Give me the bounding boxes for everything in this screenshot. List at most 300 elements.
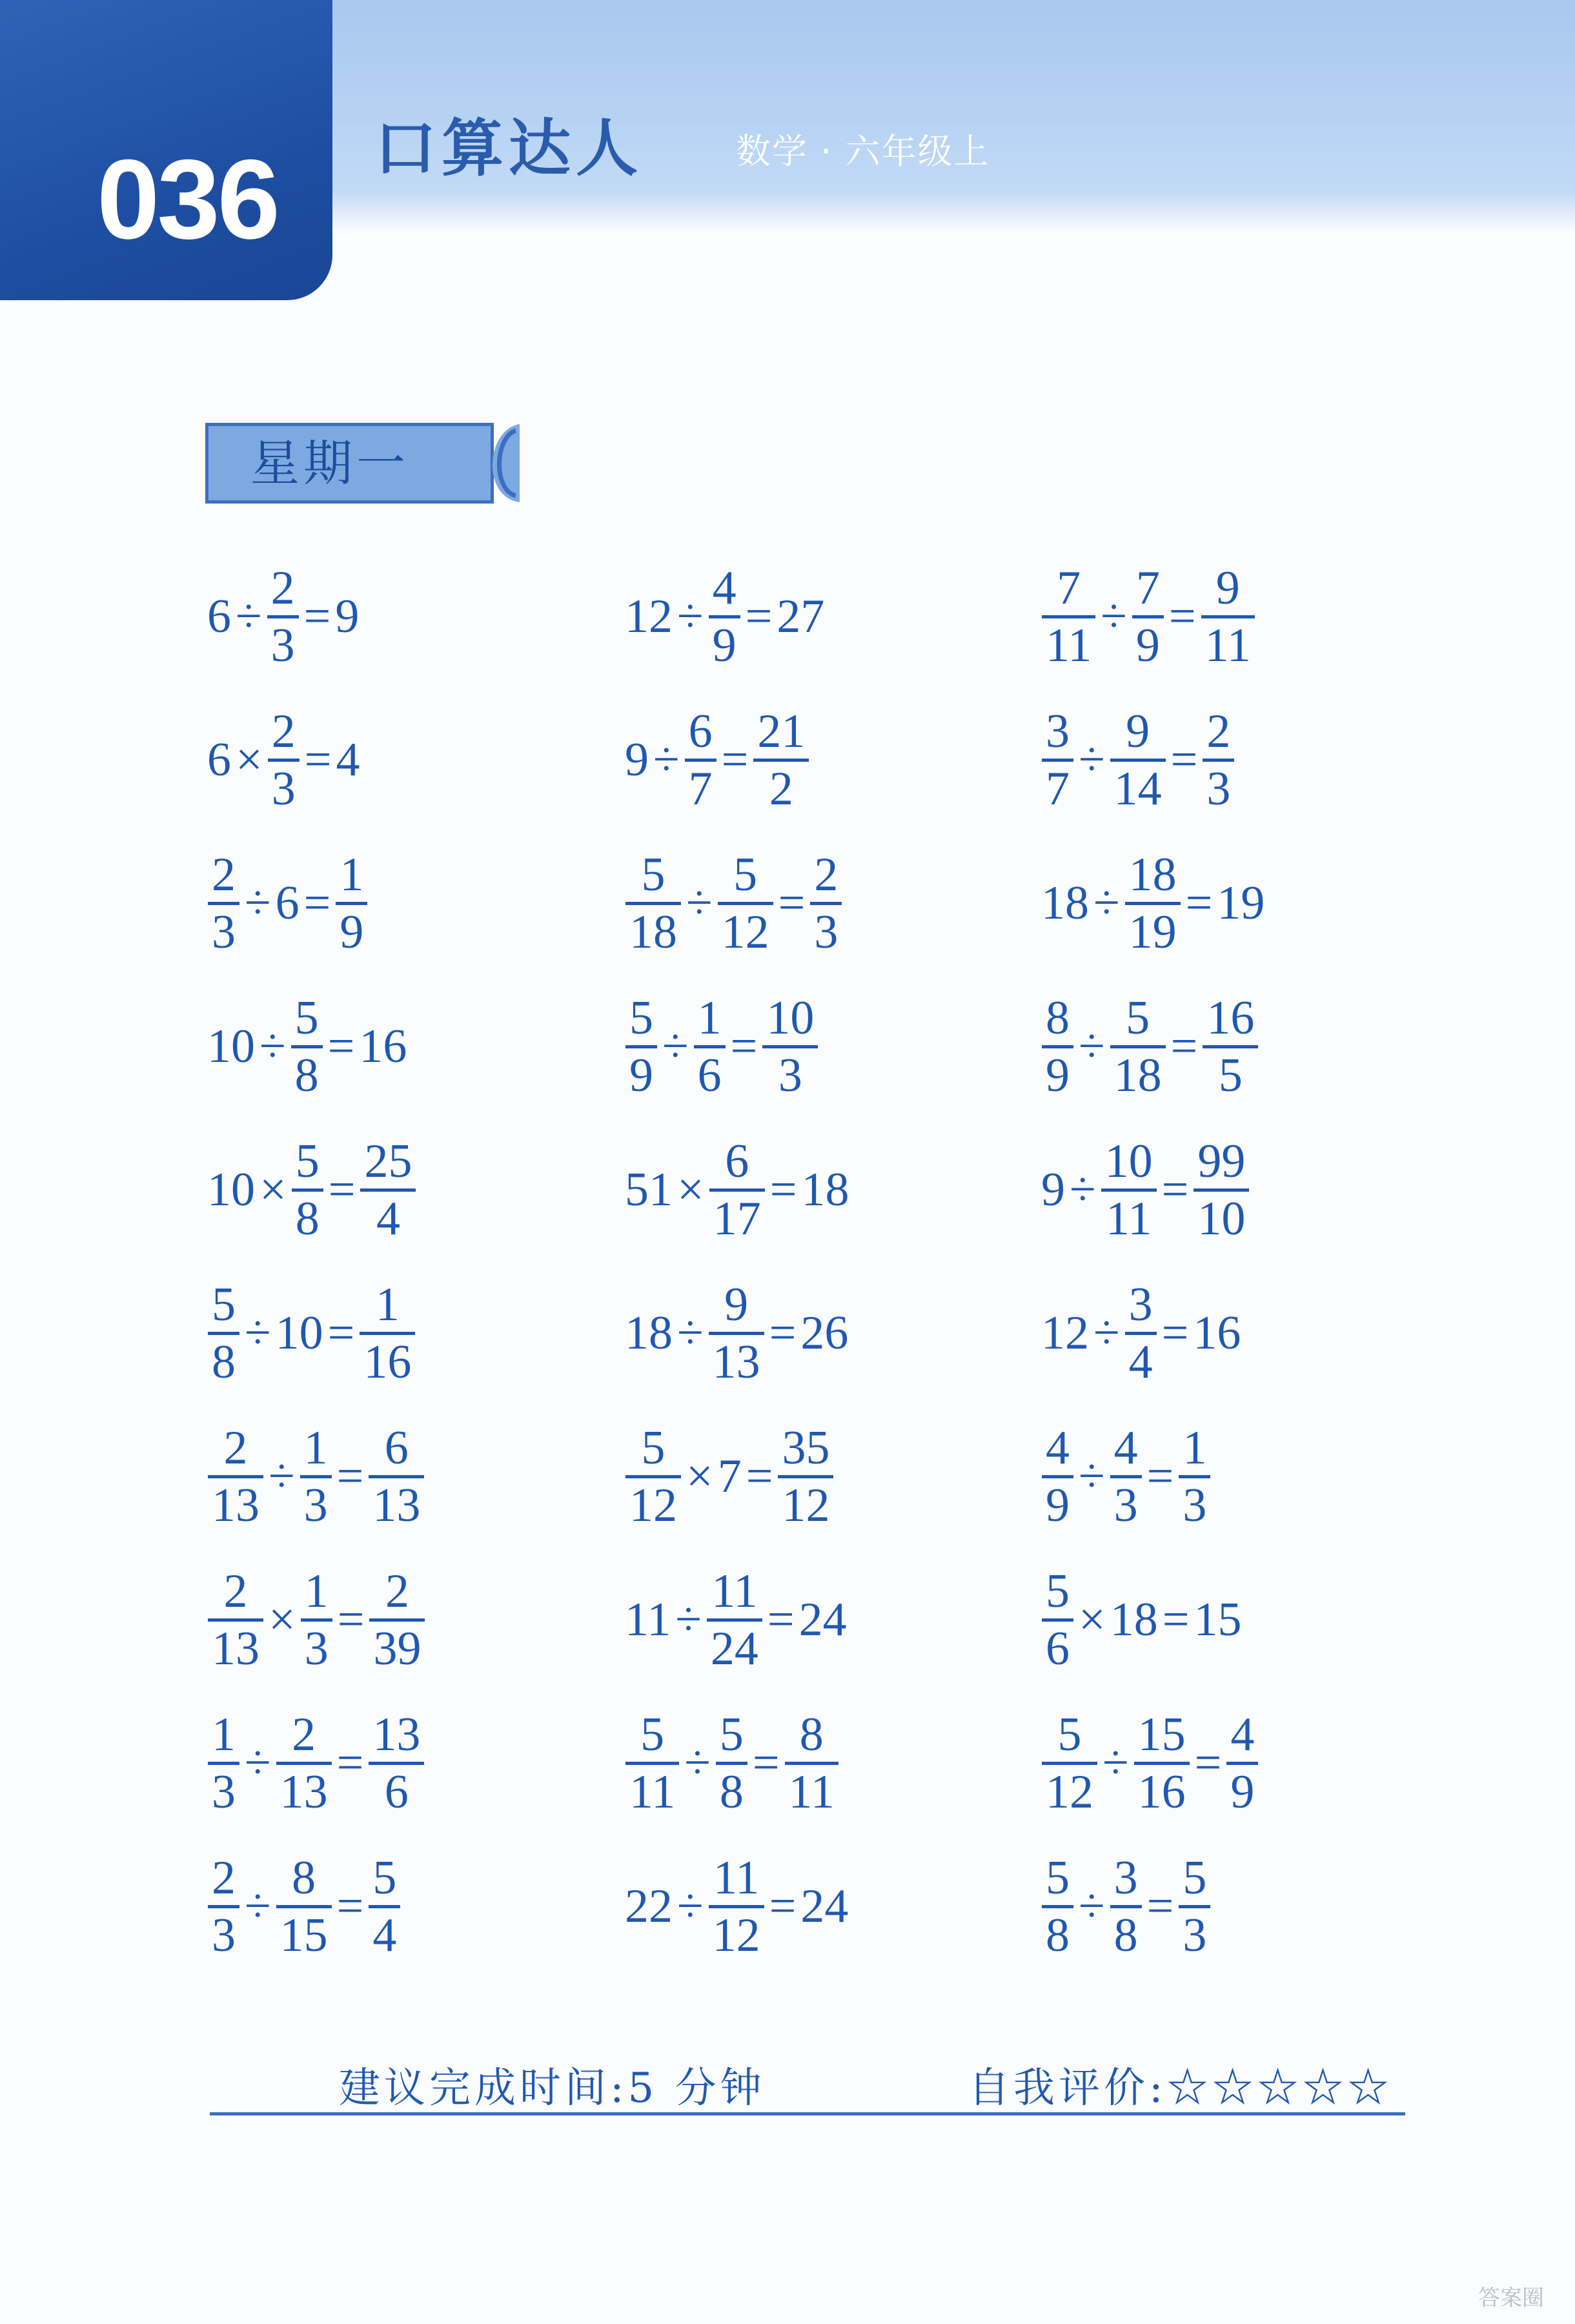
- operator-symbol: ×: [1079, 1593, 1106, 1646]
- fraction-denominator: 8: [719, 1765, 744, 1819]
- fraction-numerator: 2: [223, 1421, 248, 1474]
- fraction: [1110, 1851, 1142, 1962]
- operator-symbol: =: [336, 1449, 364, 1503]
- number: 15: [1194, 1593, 1242, 1646]
- fraction: [268, 704, 300, 816]
- fraction-denominator: 9: [712, 618, 737, 672]
- fraction-denominator: 9: [1135, 618, 1160, 672]
- fraction: [1203, 704, 1234, 816]
- fraction-denominator: 13: [712, 1335, 760, 1389]
- fraction: [208, 1564, 263, 1676]
- fraction: [1125, 1278, 1157, 1389]
- operator-symbol: =: [745, 589, 773, 643]
- fraction: [276, 1851, 332, 1962]
- fraction-numerator: 11: [711, 1564, 758, 1618]
- fraction-denominator: 11: [629, 1765, 676, 1819]
- fraction-numerator: 6: [688, 704, 713, 758]
- fraction-numerator: 5: [1183, 1851, 1207, 1904]
- fraction-numerator: 18: [1128, 848, 1177, 901]
- suggested-time: 建议完成时间:5 分钟: [339, 2064, 766, 2112]
- day-banner-curve-icon: [473, 423, 520, 504]
- problem-item: [623, 839, 844, 968]
- number: 27: [777, 589, 825, 643]
- problem-item: [623, 1412, 836, 1541]
- operator-symbol: =: [1185, 876, 1213, 930]
- fraction-numerator: 4: [712, 561, 737, 615]
- fraction-numerator: 10: [1104, 1134, 1153, 1188]
- fraction: [1042, 561, 1095, 673]
- fraction-denominator: 3: [304, 1622, 329, 1675]
- fraction-denominator: 4: [376, 1192, 400, 1245]
- operator-symbol: =: [767, 1593, 795, 1646]
- operator-symbol: ÷: [259, 1019, 286, 1073]
- fraction-numerator: 9: [724, 1278, 749, 1331]
- fraction: [1125, 848, 1181, 959]
- problem-item: [623, 1555, 849, 1684]
- fraction-denominator: 12: [712, 1908, 760, 1962]
- fraction: [625, 991, 657, 1103]
- fraction-numerator: 5: [1126, 991, 1150, 1045]
- fraction-numerator: 5: [719, 1707, 744, 1761]
- number: 9: [625, 733, 649, 786]
- fraction-numerator: 7: [1135, 561, 1160, 615]
- operator-symbol: ÷: [662, 1019, 689, 1073]
- number: 51: [625, 1163, 673, 1216]
- fraction-denominator: 8: [1113, 1908, 1138, 1962]
- operator-symbol: =: [752, 1736, 780, 1789]
- fraction-numerator: 9: [1215, 561, 1240, 615]
- problem-item: [205, 982, 409, 1111]
- fraction-denominator: 3: [1206, 762, 1231, 815]
- fraction: [1179, 1421, 1210, 1533]
- number: 6: [275, 876, 300, 930]
- fraction-numerator: 2: [271, 704, 296, 758]
- fraction: [300, 1421, 332, 1533]
- fraction-denominator: 13: [372, 1478, 421, 1532]
- operator-symbol: ÷: [1079, 1449, 1105, 1503]
- fraction-denominator: 8: [212, 1335, 236, 1389]
- problem-item: [623, 1125, 851, 1254]
- fraction-denominator: 4: [372, 1908, 397, 1962]
- fraction-denominator: 7: [1046, 762, 1070, 815]
- fraction-numerator: 1: [340, 848, 364, 901]
- fraction-numerator: 35: [782, 1421, 830, 1474]
- fraction-numerator: 4: [1230, 1707, 1255, 1761]
- problem-item: [623, 552, 826, 681]
- problem-item: [1039, 552, 1257, 681]
- operator-symbol: =: [769, 1879, 797, 1933]
- problem-item: [1039, 1842, 1213, 1971]
- problem-item: [623, 1698, 841, 1828]
- fraction-denominator: 5: [1218, 1048, 1243, 1102]
- fraction-numerator: 11: [713, 1851, 760, 1904]
- fraction: [208, 1278, 239, 1389]
- operator-symbol: ÷: [1102, 1736, 1129, 1789]
- fraction: [810, 848, 842, 959]
- fraction: [709, 1278, 764, 1389]
- fraction: [369, 1421, 424, 1533]
- problem-item: [205, 1412, 427, 1541]
- fraction-denominator: 11: [1204, 618, 1251, 672]
- fraction-denominator: 12: [721, 905, 769, 959]
- operator-symbol: ×: [686, 1449, 713, 1503]
- fraction-denominator: 10: [1197, 1192, 1246, 1245]
- number: 24: [800, 1879, 849, 1933]
- operator-symbol: =: [721, 733, 749, 786]
- fraction-numerator: 5: [640, 1707, 665, 1761]
- number: 10: [207, 1163, 255, 1216]
- number: 6: [207, 589, 231, 643]
- fraction-numerator: 8: [292, 1851, 316, 1904]
- operator-symbol: ÷: [236, 589, 262, 643]
- fraction-numerator: 2: [212, 1851, 236, 1904]
- fraction-denominator: 3: [270, 618, 295, 672]
- page-number-tab: [0, 0, 332, 300]
- fraction: [709, 1851, 764, 1962]
- fraction-denominator: 3: [1183, 1908, 1207, 1962]
- problem-item: [1039, 1698, 1261, 1828]
- operator-symbol: ÷: [245, 876, 271, 930]
- operator-symbol: =: [746, 1449, 773, 1503]
- operator-symbol: =: [304, 733, 332, 786]
- fraction: [1042, 704, 1073, 816]
- fraction-numerator: 5: [1046, 1851, 1070, 1904]
- fraction: [716, 1707, 747, 1819]
- fraction-denominator: 3: [212, 1908, 236, 1962]
- fraction: [1101, 1134, 1157, 1246]
- operator-symbol: =: [1146, 1449, 1174, 1503]
- problem-item: [1039, 839, 1266, 968]
- fraction-numerator: 2: [292, 1707, 316, 1761]
- problem-item: [623, 982, 820, 1111]
- watermark: 答案圈: [1478, 2285, 1544, 2311]
- fraction-denominator: 12: [629, 1478, 677, 1532]
- operator-symbol: =: [327, 1306, 355, 1360]
- fraction-denominator: 11: [1046, 618, 1092, 672]
- fraction-numerator: 1: [697, 991, 722, 1045]
- fraction-denominator: 6: [1046, 1622, 1070, 1675]
- problem-item: [205, 552, 361, 681]
- fraction-denominator: 16: [1137, 1765, 1186, 1819]
- fraction-numerator: 2: [212, 848, 236, 901]
- number: 10: [207, 1019, 255, 1073]
- operator-symbol: =: [769, 1306, 797, 1360]
- fraction: [369, 1564, 425, 1676]
- fraction: [718, 848, 773, 959]
- fraction: [369, 1851, 400, 1962]
- fraction: [1042, 1707, 1097, 1819]
- fraction-denominator: 7: [688, 762, 713, 815]
- operator-symbol: ÷: [684, 1736, 711, 1789]
- fraction-denominator: 2: [769, 762, 793, 815]
- fraction: [707, 1564, 762, 1676]
- fraction: [336, 848, 367, 959]
- number: 24: [798, 1593, 847, 1646]
- fraction-denominator: 3: [814, 905, 838, 959]
- operator-symbol: ÷: [1079, 1019, 1105, 1073]
- fraction: [625, 848, 681, 959]
- operator-symbol: =: [769, 1163, 797, 1216]
- operator-symbol: ÷: [1079, 1879, 1105, 1933]
- series-title: 口算达人: [374, 112, 643, 185]
- operator-symbol: =: [303, 589, 331, 643]
- operator-symbol: =: [337, 1593, 365, 1646]
- operator-symbol: ÷: [675, 1593, 702, 1646]
- number: 18: [801, 1163, 849, 1216]
- fraction-numerator: 2: [270, 561, 295, 615]
- footer-divider: [210, 2112, 1405, 2115]
- fraction-denominator: 24: [710, 1622, 758, 1675]
- fraction: [1042, 1564, 1073, 1676]
- fraction: [208, 848, 239, 959]
- fraction-denominator: 8: [295, 1192, 320, 1245]
- fraction-denominator: 14: [1113, 762, 1162, 815]
- fraction-denominator: 11: [788, 1765, 835, 1819]
- fraction: [1194, 1134, 1249, 1246]
- operator-symbol: =: [1162, 1593, 1190, 1646]
- fraction: [360, 1278, 415, 1389]
- fraction: [291, 991, 323, 1103]
- operator-symbol: ×: [677, 1163, 704, 1216]
- operator-symbol: ÷: [245, 1736, 271, 1789]
- fraction-numerator: 1: [212, 1707, 236, 1761]
- fraction: [1226, 1707, 1258, 1819]
- fraction-denominator: 12: [1046, 1765, 1093, 1819]
- fraction: [1110, 704, 1166, 816]
- fraction-numerator: 10: [766, 991, 815, 1045]
- operator-symbol: =: [1146, 1879, 1174, 1933]
- problem-item: [1039, 695, 1237, 824]
- fraction-numerator: 5: [372, 1851, 397, 1904]
- fraction: [208, 1851, 239, 1962]
- operator-symbol: ÷: [677, 589, 704, 643]
- fraction: [1042, 991, 1073, 1103]
- number: 12: [1041, 1306, 1089, 1360]
- fraction: [301, 1564, 332, 1676]
- operator-symbol: =: [327, 1019, 355, 1073]
- operator-symbol: ×: [269, 1593, 296, 1646]
- fraction-denominator: 8: [294, 1048, 319, 1102]
- number: 9: [335, 589, 360, 643]
- fraction: [778, 1421, 833, 1533]
- fraction: [709, 561, 740, 673]
- fraction: [762, 991, 818, 1103]
- number: 12: [625, 589, 673, 643]
- problem-item: [205, 839, 370, 968]
- fraction-denominator: 4: [1128, 1335, 1153, 1389]
- fraction-numerator: 13: [372, 1707, 421, 1761]
- number: 11: [625, 1593, 671, 1646]
- fraction: [1134, 1707, 1190, 1819]
- fraction-denominator: 6: [384, 1765, 409, 1819]
- problem-item: [205, 695, 361, 824]
- fraction-denominator: 17: [713, 1192, 761, 1245]
- operator-symbol: =: [1161, 1163, 1189, 1216]
- operator-symbol: ÷: [269, 1449, 295, 1503]
- day-banner: [205, 423, 520, 504]
- operator-symbol: ÷: [677, 1306, 704, 1360]
- fraction: [1203, 991, 1258, 1103]
- fraction: [1132, 561, 1164, 673]
- fraction-numerator: 8: [799, 1707, 824, 1761]
- fraction-numerator: 9: [1126, 704, 1150, 758]
- fraction-numerator: 1: [303, 1421, 328, 1474]
- operator-symbol: ÷: [1101, 589, 1127, 643]
- fraction-numerator: 1: [304, 1564, 329, 1618]
- fraction-numerator: 4: [1113, 1421, 1138, 1474]
- problem-item: [1039, 1412, 1213, 1541]
- operator-symbol: =: [778, 876, 806, 930]
- fraction-numerator: 5: [629, 991, 653, 1045]
- problem-item: [1039, 982, 1261, 1111]
- fraction-denominator: 3: [212, 1765, 236, 1819]
- fraction: [292, 1134, 323, 1246]
- operator-symbol: =: [328, 1163, 356, 1216]
- fraction: [1201, 561, 1255, 673]
- operator-symbol: ÷: [245, 1306, 271, 1360]
- fraction-numerator: 2: [223, 1564, 248, 1618]
- number: 7: [717, 1449, 742, 1503]
- fraction-numerator: 5: [641, 848, 666, 901]
- fraction: [685, 704, 716, 816]
- fraction-numerator: 15: [1137, 1707, 1186, 1761]
- number: 4: [336, 733, 360, 786]
- operator-symbol: =: [336, 1736, 364, 1789]
- operator-symbol: =: [1194, 1736, 1222, 1789]
- operator-symbol: ×: [236, 733, 263, 786]
- fraction-numerator: 21: [757, 704, 806, 758]
- number: 22: [625, 1879, 673, 1933]
- fraction-denominator: 9: [1046, 1478, 1070, 1532]
- fraction-denominator: 11: [1105, 1192, 1152, 1245]
- operator-symbol: =: [1170, 1019, 1198, 1073]
- operator-symbol: =: [1170, 733, 1198, 786]
- fraction-denominator: 8: [1046, 1908, 1070, 1962]
- operator-symbol: =: [1161, 1306, 1189, 1360]
- fraction-denominator: 3: [1183, 1478, 1207, 1532]
- fraction: [369, 1707, 424, 1819]
- fraction: [625, 1421, 681, 1533]
- fraction-denominator: 3: [1113, 1478, 1138, 1532]
- problem-item: [623, 695, 811, 824]
- problem-item: [205, 1555, 427, 1684]
- problem-item: [623, 1842, 850, 1971]
- fraction-numerator: 4: [1046, 1421, 1070, 1474]
- fraction-numerator: 25: [364, 1134, 412, 1188]
- operator-symbol: ÷: [1079, 733, 1105, 786]
- number: 18: [625, 1306, 673, 1360]
- operator-symbol: ÷: [677, 1879, 704, 1933]
- fraction-numerator: 5: [295, 1134, 320, 1188]
- self-evaluation: 自我评价:☆☆☆☆☆: [968, 2064, 1393, 2112]
- problem-item: [1039, 1555, 1243, 1684]
- fraction-denominator: 18: [629, 905, 677, 959]
- operator-symbol: ÷: [1093, 1306, 1120, 1360]
- fraction: [208, 1707, 239, 1819]
- fraction-numerator: 5: [733, 848, 758, 901]
- fraction: [208, 1421, 263, 1533]
- fraction-numerator: 5: [1057, 1707, 1082, 1761]
- fraction: [1110, 991, 1166, 1103]
- fraction: [1179, 1851, 1210, 1962]
- number: 16: [1193, 1306, 1241, 1360]
- fraction: [276, 1707, 332, 1819]
- number: 19: [1217, 876, 1265, 930]
- fraction-denominator: 19: [1128, 905, 1177, 959]
- fraction-denominator: 3: [271, 762, 296, 815]
- fraction-numerator: 7: [1057, 561, 1081, 615]
- fraction-numerator: 5: [212, 1278, 236, 1331]
- problem-item: [205, 1842, 403, 1971]
- fraction-denominator: 9: [1046, 1048, 1070, 1102]
- problem-item: [205, 1698, 427, 1828]
- fraction-numerator: 5: [1046, 1564, 1070, 1618]
- fraction-denominator: 12: [782, 1478, 830, 1532]
- fraction-numerator: 5: [294, 991, 319, 1045]
- fraction: [694, 991, 726, 1103]
- fraction: [1042, 1421, 1073, 1533]
- operator-symbol: =: [336, 1879, 364, 1933]
- fraction-denominator: 9: [629, 1048, 653, 1102]
- fraction-denominator: 13: [279, 1765, 328, 1819]
- fraction: [709, 1134, 765, 1246]
- fraction-numerator: 2: [385, 1564, 409, 1618]
- operator-symbol: ÷: [1093, 876, 1120, 930]
- operator-symbol: =: [730, 1019, 758, 1073]
- operator-symbol: ÷: [245, 1879, 271, 1933]
- fraction-numerator: 3: [1128, 1278, 1153, 1331]
- fraction: [753, 704, 809, 816]
- problem-item: [1039, 1125, 1252, 1254]
- fraction-numerator: 2: [1206, 704, 1231, 758]
- fraction-numerator: 3: [1113, 1851, 1138, 1904]
- problem-item: [1039, 1269, 1243, 1398]
- fraction: [625, 1707, 679, 1819]
- problem-item: [205, 1125, 418, 1254]
- operator-symbol: ÷: [686, 876, 713, 930]
- number: 18: [1110, 1593, 1158, 1646]
- fraction: [1042, 1851, 1073, 1962]
- page-number: 036: [97, 137, 278, 263]
- fraction-denominator: 13: [212, 1622, 259, 1675]
- problem-item: [623, 1269, 850, 1398]
- fraction: [785, 1707, 838, 1819]
- fraction-numerator: 16: [1206, 991, 1255, 1045]
- problem-item: [205, 1269, 418, 1398]
- number: 16: [359, 1019, 407, 1073]
- number: 26: [800, 1306, 849, 1360]
- operator-symbol: =: [1168, 589, 1196, 643]
- number: 10: [275, 1306, 323, 1360]
- day-label: 星期一: [250, 434, 409, 492]
- fraction-numerator: 1: [1183, 1421, 1207, 1474]
- fraction-denominator: 18: [1113, 1048, 1162, 1102]
- fraction-denominator: 3: [212, 905, 236, 959]
- fraction-denominator: 39: [373, 1622, 422, 1675]
- number: 9: [1041, 1163, 1065, 1216]
- operator-symbol: ×: [259, 1163, 287, 1216]
- fraction-denominator: 3: [778, 1048, 802, 1102]
- operator-symbol: ÷: [653, 733, 680, 786]
- fraction-numerator: 2: [814, 848, 838, 901]
- number: 6: [207, 733, 231, 786]
- fraction-denominator: 6: [697, 1048, 722, 1102]
- fraction: [267, 561, 299, 673]
- fraction-numerator: 3: [1046, 704, 1070, 758]
- fraction: [1110, 1421, 1142, 1533]
- fraction: [360, 1134, 416, 1246]
- fraction-denominator: 15: [279, 1908, 328, 1962]
